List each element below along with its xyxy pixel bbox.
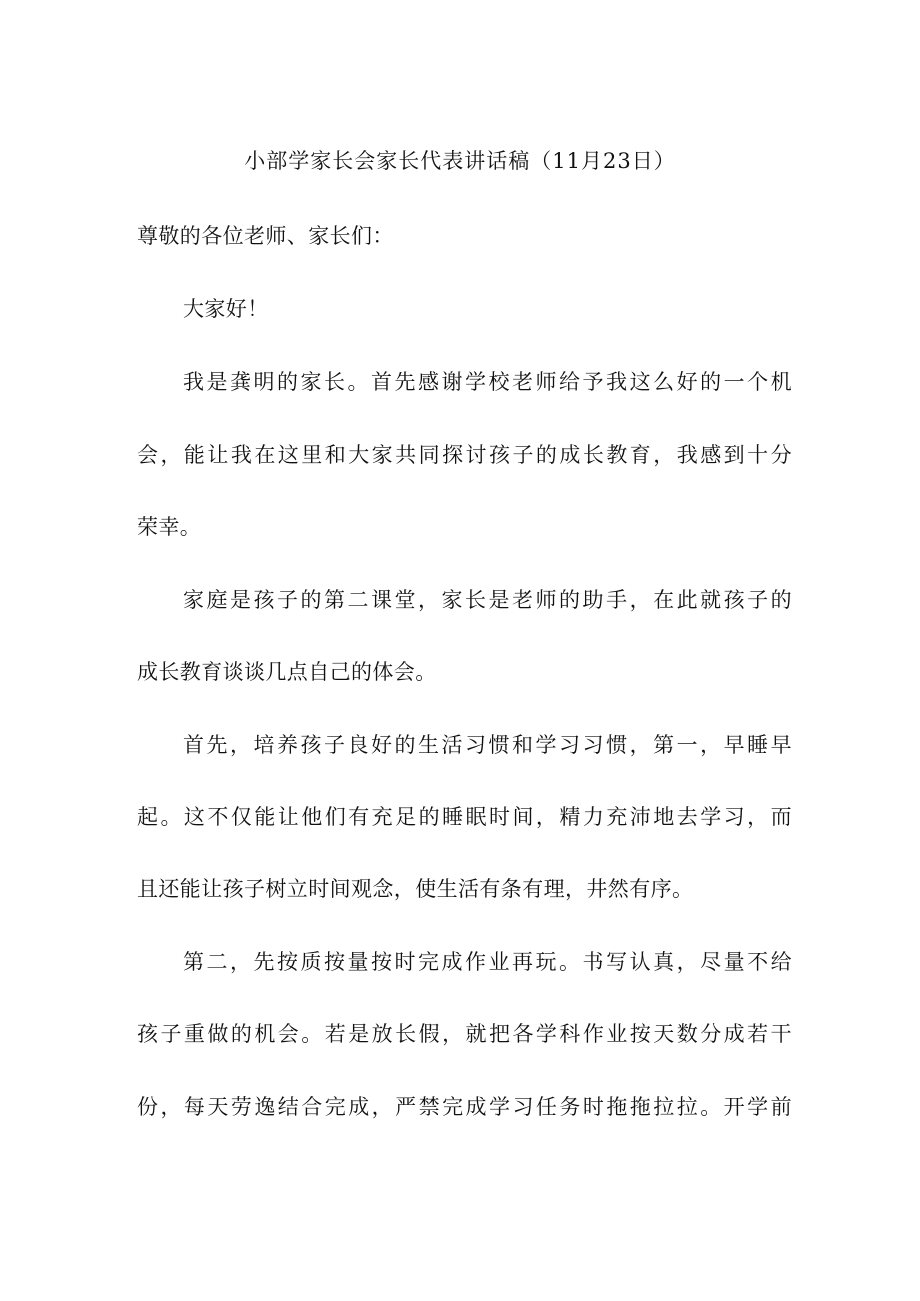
paragraph-line: 份，每天劳逸结合完成，严禁完成学习任务时拖拖拉拉。开学前 [137,1095,792,1119]
paragraph-line: 家庭是孩子的第二课堂，家长是老师的助手，在此就孩子的 [183,588,792,612]
salutation-line: 尊敬的各位老师、家长们： [137,224,394,248]
paragraph-line: 荣幸。 [137,515,202,539]
paragraph-line: 会，能让我在这里和大家共同探讨孩子的成长教育，我感到十分 [137,443,792,467]
paragraph-line: 且还能让孩子树立时间观念，使生活有条有理，井然有序。 [137,877,694,901]
paragraph-line: 我是龚明的家长。首先感谢学校老师给予我这么好的一个机 [183,370,792,394]
paragraph-line: 起。这不仅能让他们有充足的睡眠时间，精力充沛地去学习，而 [137,805,792,829]
paragraph-line: 首先，培养孩子良好的生活习惯和学习习惯，第一，早睡早 [183,733,792,757]
paragraph-line: 第二，先按质按量按时完成作业再玩。书写认真，尽量不给 [183,950,792,974]
paragraph-line: 孩子重做的机会。若是放长假，就把各学科作业按天数分成若干 [137,1022,792,1046]
greeting-line: 大家好！ [183,297,269,321]
paragraph-line: 成长教育谈谈几点自己的体会。 [137,660,437,684]
document-title: 小部学家长会家长代表讲话稿（11月23日） [244,149,676,173]
